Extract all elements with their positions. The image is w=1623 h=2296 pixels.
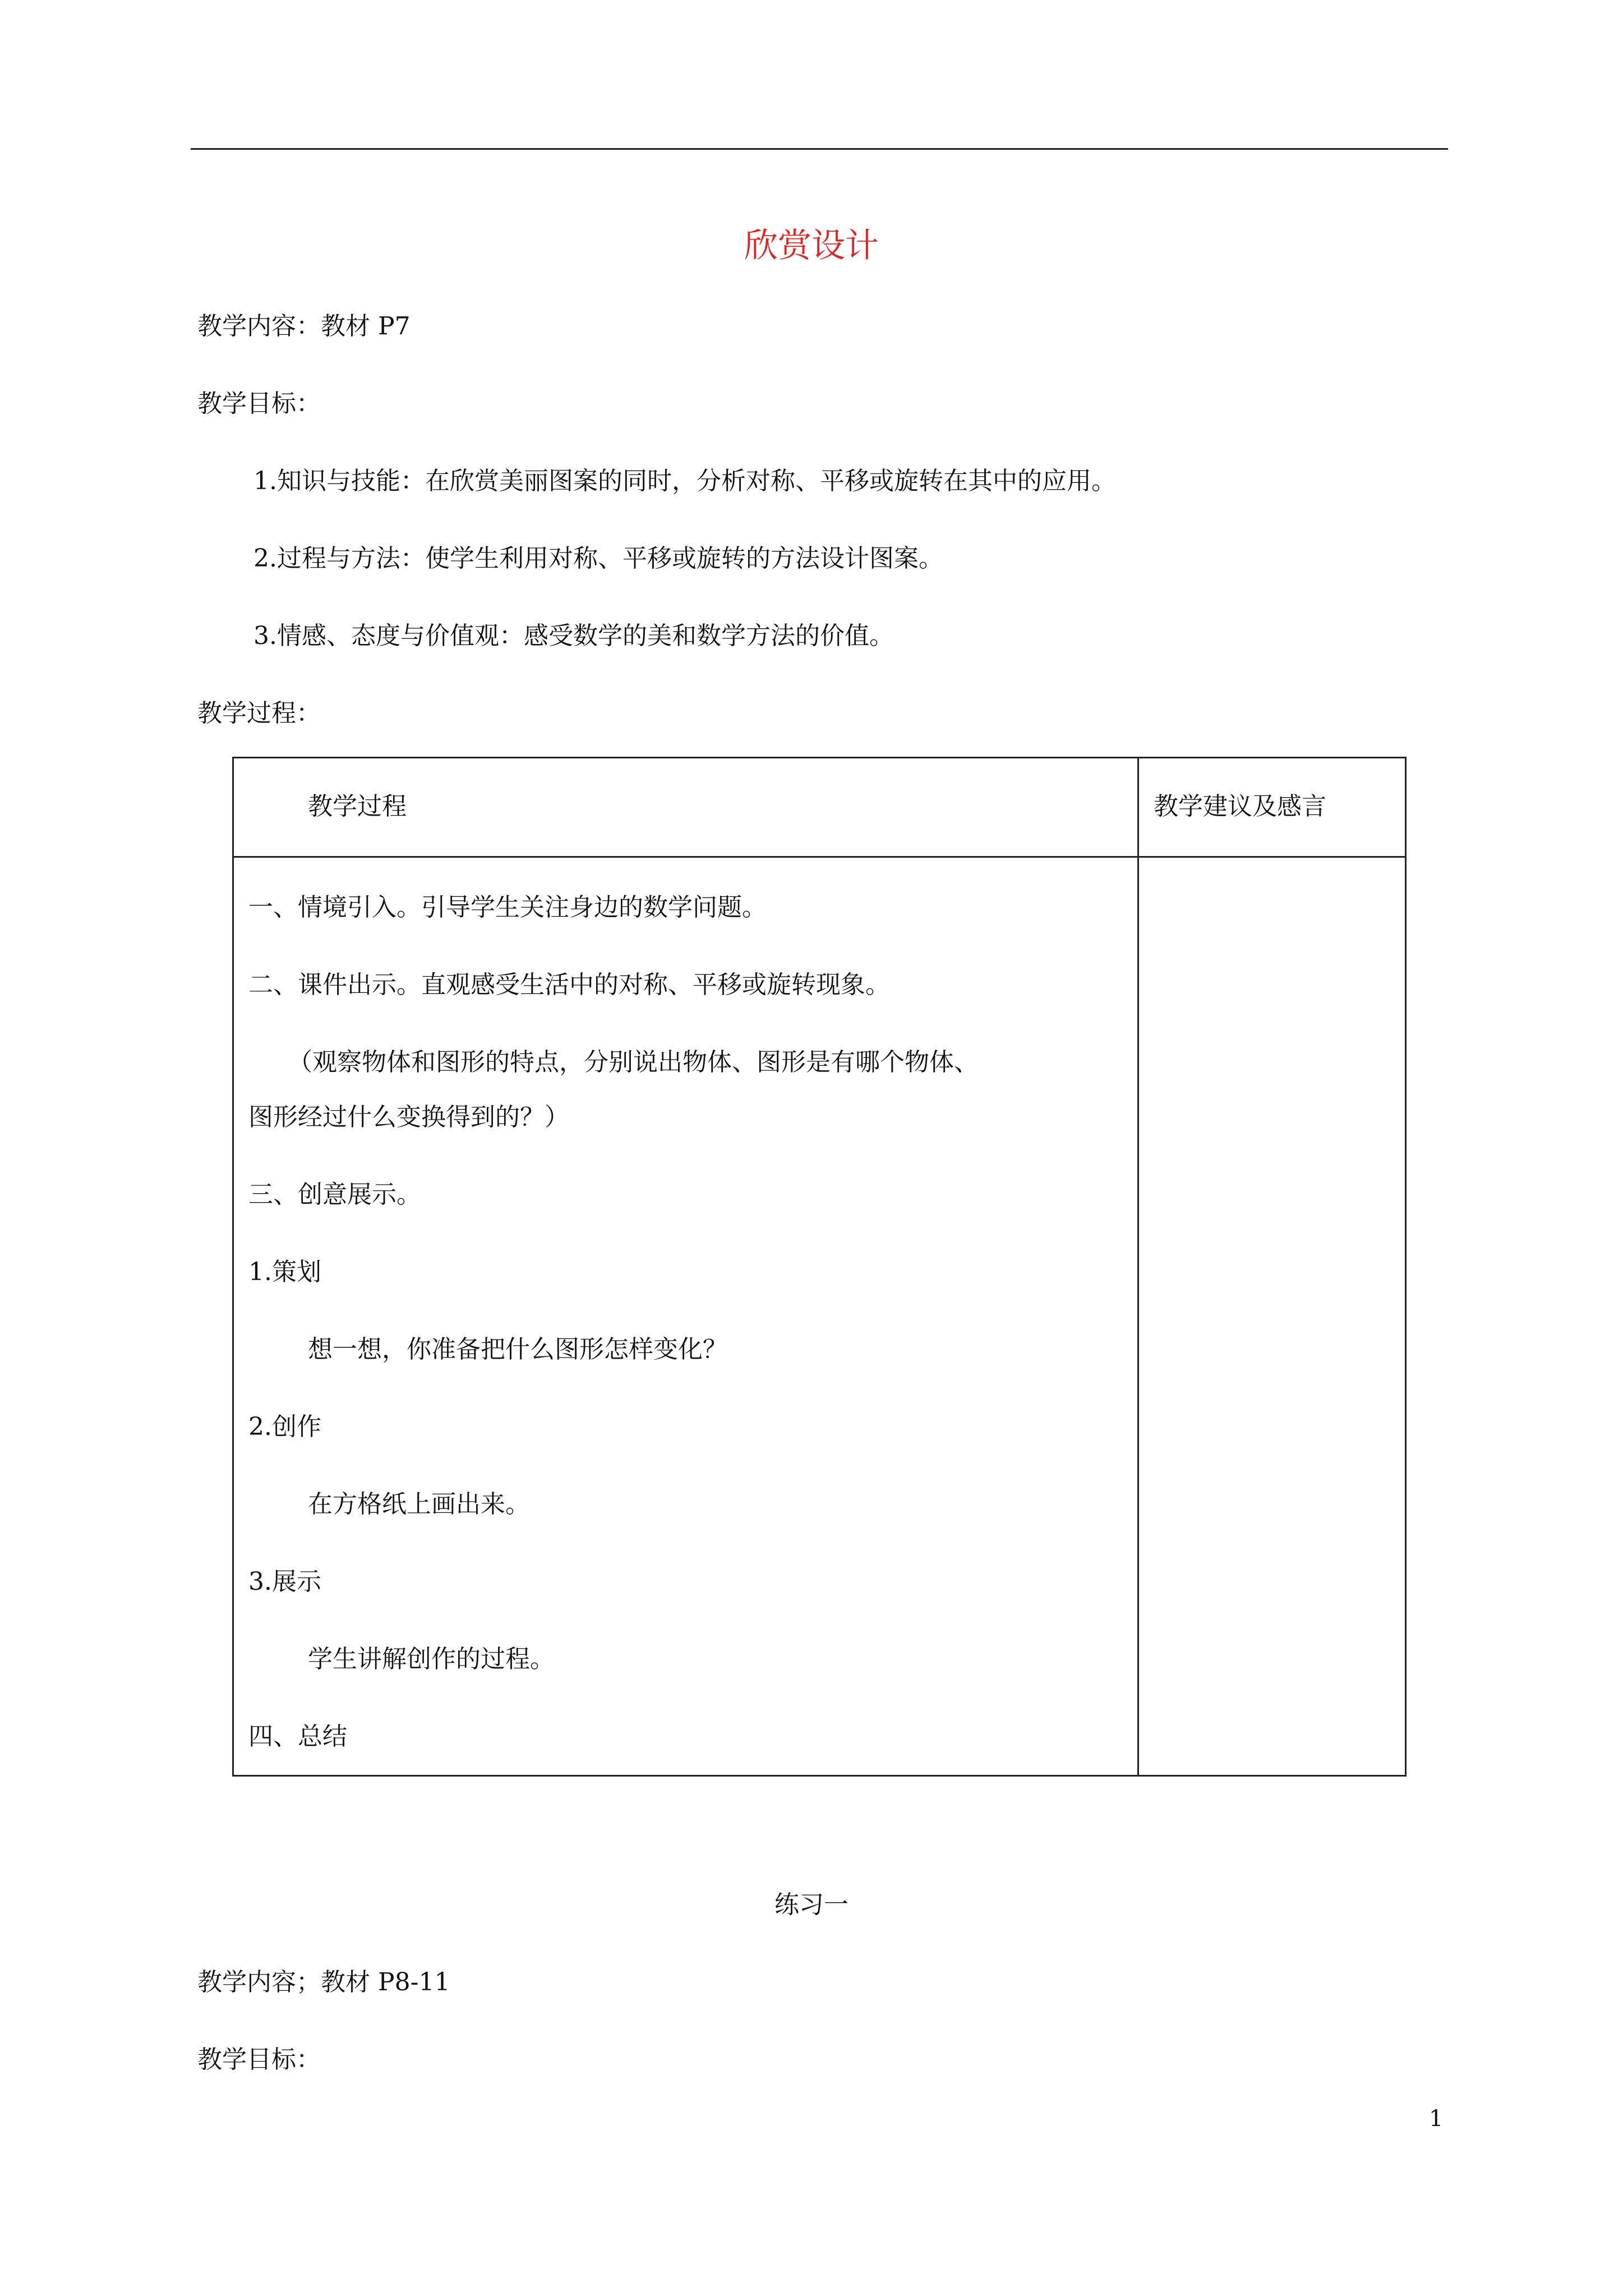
table-line: 一、情境引入。引导学生关注身边的数学问题。 [248, 893, 767, 922]
section2-content: 教学内容；教材 P8-11 [197, 1968, 450, 1996]
table-header-divider [234, 856, 1405, 858]
page-title: 欣赏设计 [744, 226, 879, 265]
table-line: 图形经过什么变换得到的？） [248, 1103, 569, 1131]
goal-2: 2.过程与方法：使学生利用对称、平移或旋转的方法设计图案。 [253, 544, 943, 573]
table-line: 3.展示 [248, 1567, 321, 1596]
goal-1: 1.知识与技能：在欣赏美丽图案的同时，分析对称、平移或旋转在其中的应用。 [253, 467, 1116, 495]
table-line: 二、课件出示。直观感受生活中的对称、平移或旋转现象。 [248, 970, 890, 999]
teaching-content: 教学内容：教材 P7 [197, 312, 411, 341]
header-rule [191, 148, 1448, 150]
teaching-process-heading: 教学过程： [197, 699, 321, 728]
table-line: 2.创作 [248, 1412, 321, 1441]
table-line: 想一想，你准备把什么图形怎样变化？ [308, 1335, 727, 1364]
table-line: （观察物体和图形的特点，分别说出物体、图形是有哪个物体、 [288, 1048, 979, 1076]
section2-goals-heading: 教学目标： [197, 2045, 321, 2074]
teaching-goals-heading: 教学目标： [197, 389, 321, 418]
table-column-divider [1137, 758, 1139, 1775]
col1-header: 教学过程 [308, 792, 407, 821]
process-table [232, 757, 1407, 1777]
section2-title: 练习一 [774, 1890, 849, 1919]
table-line: 四、总结 [248, 1722, 347, 1751]
goal-3: 3.情感、态度与价值观：感受数学的美和数学方法的价值。 [253, 622, 894, 650]
table-line: 三、创意展示。 [248, 1180, 421, 1209]
col2-header: 教学建议及感言 [1154, 792, 1326, 821]
table-line: 在方格纸上画出来。 [308, 1490, 530, 1519]
table-line: 1.策划 [248, 1258, 321, 1286]
table-line: 学生讲解创作的过程。 [308, 1645, 555, 1673]
page-number: 1 [1429, 2106, 1444, 2132]
